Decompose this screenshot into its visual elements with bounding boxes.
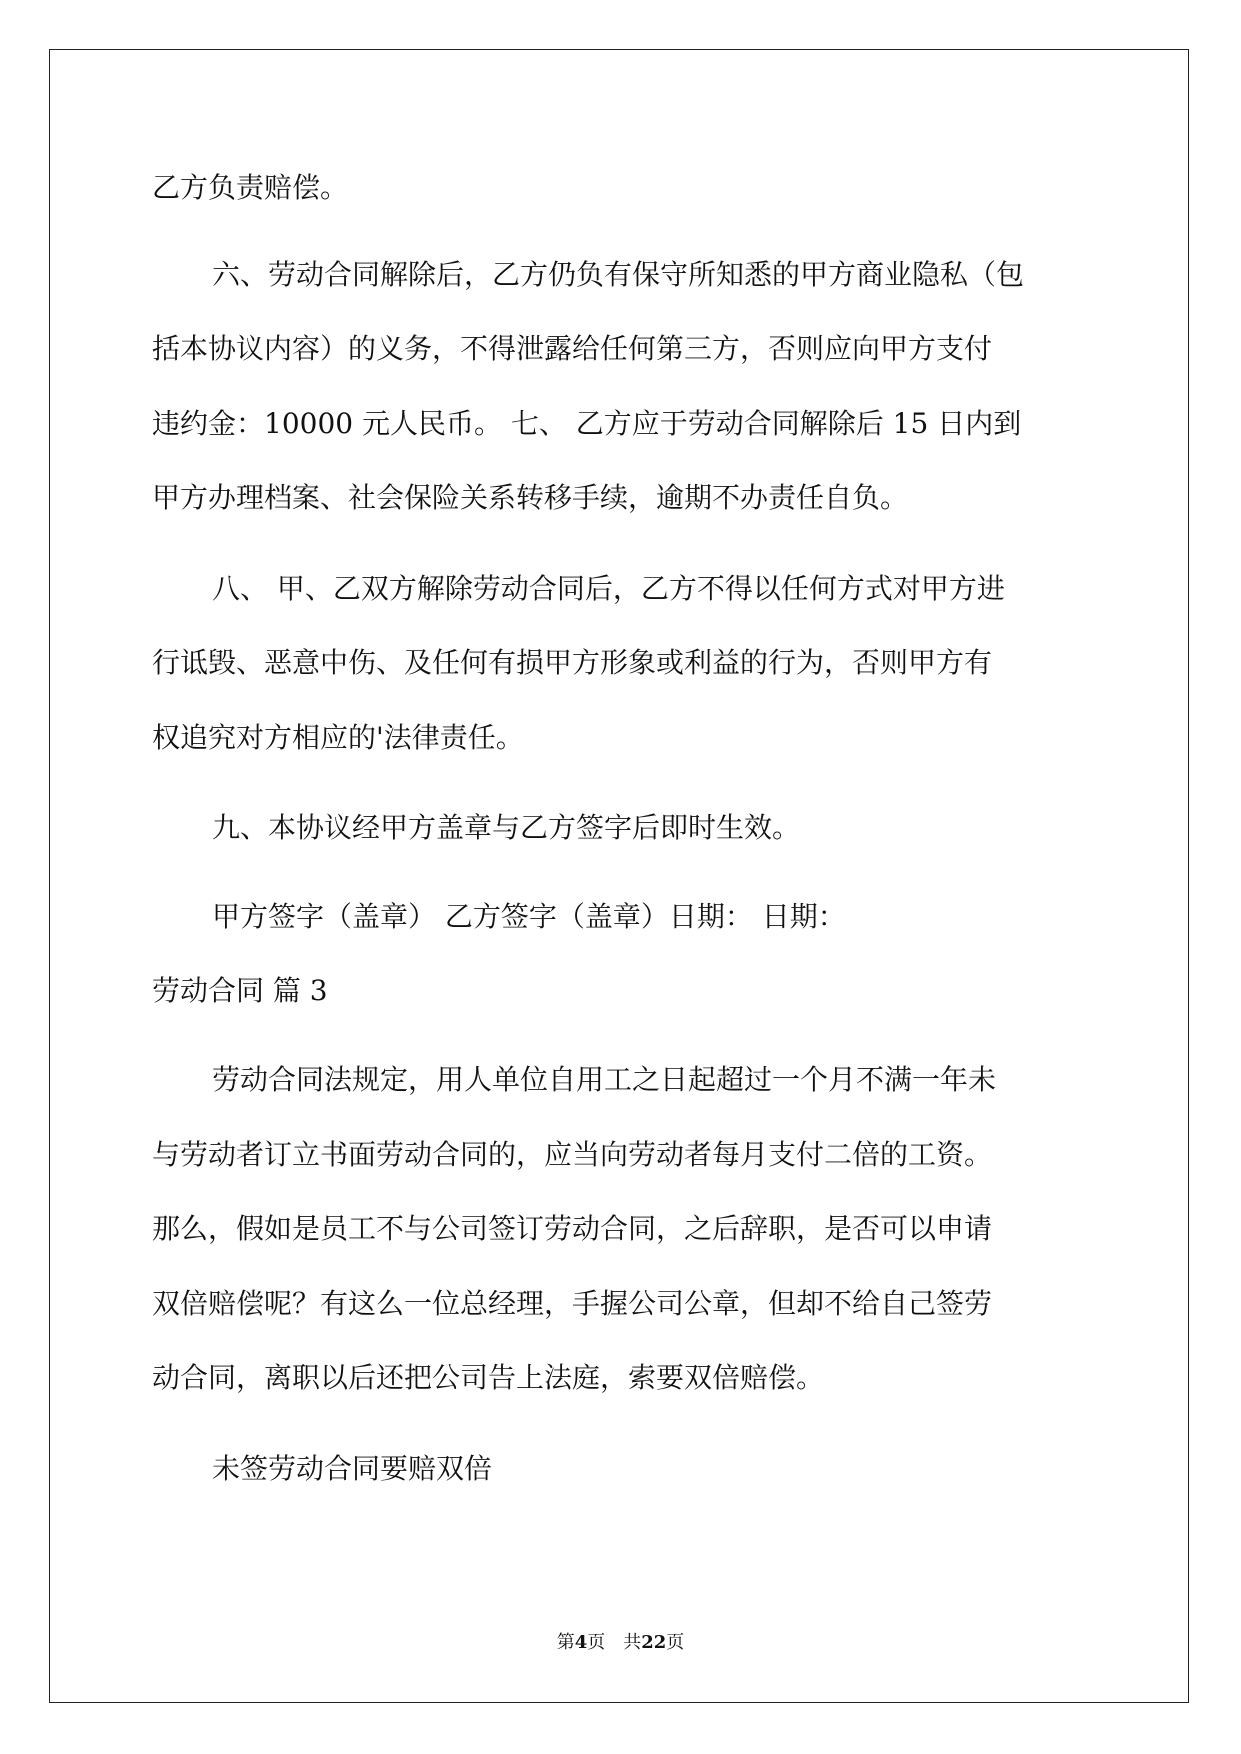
- text-line: 权追究对方相应的'法律责任。: [152, 721, 524, 754]
- text-line: 九、本协议经甲方盖章与乙方签字后即时生效。: [212, 811, 801, 844]
- current-page-number: 4: [574, 1632, 588, 1653]
- section-heading: 劳动合同 篇 3: [152, 974, 328, 1007]
- text-line: 动合同，离职以后还把公司告上法庭，索要双倍赔偿。: [152, 1361, 825, 1394]
- footer-suffix: 页: [666, 1632, 685, 1653]
- text-line: 乙方负责赔偿。: [152, 171, 349, 204]
- text-line: 与劳动者订立书面劳动合同的，应当向劳动者每月支付二倍的工资。: [152, 1138, 993, 1171]
- text-line: 未签劳动合同要赔双倍: [212, 1452, 493, 1485]
- text-line: 甲方办理档案、社会保险关系转移手续，逾期不办责任自负。: [152, 481, 909, 514]
- text-line: 括本协议内容）的义务，不得泄露给任何第三方，否则应向甲方支付: [152, 332, 993, 365]
- text-line: 劳动合同法规定，用人单位自用工之日起超过一个月不满一年未: [212, 1063, 997, 1096]
- text-line: 甲方签字（盖章） 乙方签字（盖章）日期： 日期：: [212, 900, 846, 933]
- text-line: 六、劳动合同解除后，乙方仍负有保守所知悉的甲方商业隐私（包: [212, 258, 1025, 291]
- page-footer: [0, 1628, 1241, 1654]
- text-line: 八、 甲、乙双方解除劳动合同后，乙方不得以任何方式对甲方进: [212, 572, 1005, 605]
- text-line: 那么，假如是员工不与公司签订劳动合同，之后辞职，是否可以申请: [152, 1212, 993, 1245]
- text-line: 双倍赔偿呢？有这么一位总经理，手握公司公章，但却不给自己签劳: [152, 1287, 993, 1320]
- footer-prefix: 第: [556, 1632, 575, 1653]
- text-line: 违约金：10000 元人民币。 七、 乙方应于劳动合同解除后 15 日内到: [152, 407, 1022, 440]
- text-line: 行诋毁、恶意中伤、及任何有损甲方形象或利益的行为，否则甲方有: [152, 646, 993, 679]
- footer-middle: 页 共: [587, 1632, 642, 1653]
- total-page-count: 22: [641, 1632, 667, 1653]
